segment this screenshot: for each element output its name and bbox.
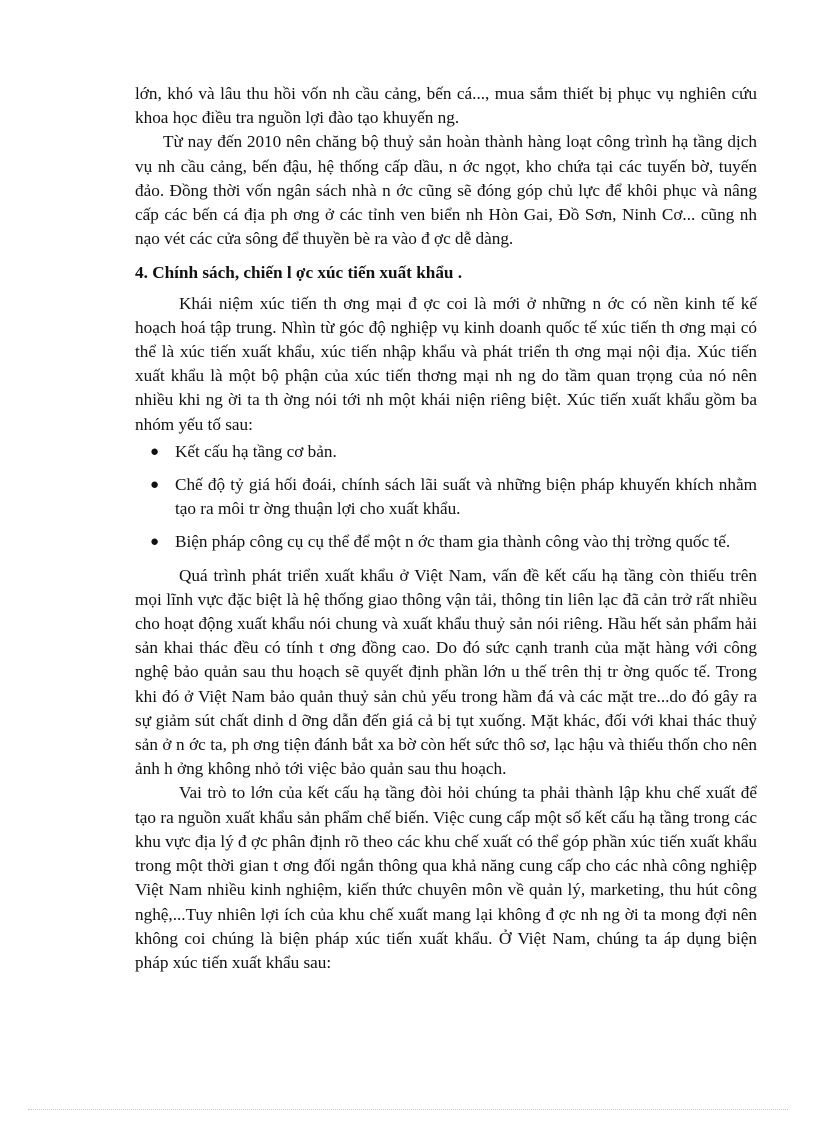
bullet-icon: ● <box>150 534 160 551</box>
section-heading: 4. Chính sách, chiến l ợc xúc tiến xuất khẩu . <box>135 263 463 283</box>
page-bottom-divider <box>28 1109 788 1110</box>
paragraph-export-development: Quá trình phát triển xuất khẩu ở Việt Nam, vấn đề kết cấu hạ tầng còn thiếu trên mọi lĩnh vực đặc biệt là hệ thống giao thông vận tải, thông tin liên lạc đã cản trở rất nhiều cho hoạt động xuất khẩu nói chung và xuất khẩu thuỷ sản nói riêng. Hầu hết sản phẩm hải sản khai thác đều có tính t ơng đồng cao. Do đó sức cạnh tranh của mặt hàng với công nghệ bảo quản sau thu hoạch sẽ quyết định phần lớn u thế trên thị tr ờng quốc tế. Trong khi đó ở Việt Nam bảo quản thuỷ sản chủ yếu trong hầm đá và các mặt tre...do đó gây ra sự giảm sút chất dinh d ỡng dẫn đến giá cả bị tụt xuống. Mặt khác, đối với khai thác thuỷ sản ở n ớc ta, ph ơng tiện đánh bắt xa bờ còn hết sức thô sơ, lạc hậu và thiếu thốn cho nên ảnh h ởng không nhỏ tới việc bảo quản sau thu hoạch. <box>135 565 757 779</box>
list-item: ● Chế độ tỷ giá hối đoái, chính sách lãi suất và những biện pháp khuyến khích nhằm tạo ra môi tr ờng thuận lợi cho xuất khẩu. <box>150 475 757 519</box>
bullet-icon: ● <box>150 477 160 494</box>
list-item: ● Kết cấu hạ tầng cơ bản. <box>135 440 757 464</box>
list-item: ● Biện pháp công cụ cụ thể để một n ớc tham gia thành công vào thị trờng quốc tế. <box>135 530 757 554</box>
paragraph-continuation: lớn, khó và lâu thu hồi vốn nh cầu cảng, bến cá..., mua sắm thiết bị phục vụ nghiên cứu khoa học điều tra nguồn lợi đào tạo khuyến ng. <box>135 84 757 128</box>
document-page <box>135 82 757 975</box>
paragraph-infrastructure-2010: Từ nay đến 2010 nên chăng bộ thuỷ sản hoàn thành hàng loạt công trình hạ tầng dịch vụ nh cầu cảng, bến đậu, hệ thống cấp dầu, n ớc ngọt, kho chứa tại các tuyến bờ, tuyến đảo. Đồng thời vốn ngân sách nhà n ớc cũng sẽ đóng góp chủ lực để khôi phục và nâng cấp các bến cá địa ph ơng ở các tỉnh ven biển nh Hòn Gai, Đồ Sơn, Ninh Cơ... cũng nh nạo vét các cửa sông để thuyền bè ra vào đ ợc dễ dàng. <box>135 132 757 249</box>
paragraph-trade-promotion-intro: Khái niệm xúc tiến th ơng mại đ ợc coi là mới ở những n ớc có nền kinh tế kế hoạch hoá tập trung. Nhìn từ góc độ nghiệp vụ kinh doanh quốc tế xúc tiến th ơng mại có thể là xúc tiến xuất khẩu, xúc tiến nhập khẩu và phát triển th ơng mại nội địa. Xúc tiến xuất khẩu là một bộ phận của xúc tiến thơng mại nh ng do tầm quan trọng của nó nên nhiều khi ng ời ta th ờng nói tới nh một khái niện riêng biệt. Xúc tiến xuất khẩu gồm ba nhóm yếu tố sau: <box>135 293 757 434</box>
paragraph-export-processing-zones: Vai trò to lớn của kết cấu hạ tầng đòi hỏi chúng ta phải thành lập khu chế xuất để tạo ra nguồn xuất khẩu sản phẩm chế biến. Việc cung cấp một số kết cấu hạ tầng trong các khu vực địa lý đ ợc phân định rõ theo các khu chế xuất có thể góp phần xúc tiến xuất khẩu trong một thời gian t ơng đối ngắn thông qua khả năng cung cấp cho các nhà công nghiệp Việt Nam nhiều kinh nghiệm, kiến thức chuyên môn về quản lý, marketing, thu hút công nghệ,...Tuy nhiên lợi ích của khu chế xuất mang lại không đ ợc nh ng ời ta mong đợi nên không coi chúng là biện pháp xúc tiến xuất khẩu. Ở Việt Nam, chúng ta áp dụng biện pháp xúc tiến xuất khẩu sau: <box>135 783 757 972</box>
factor-list <box>135 440 757 555</box>
bullet-icon: ● <box>150 443 160 460</box>
